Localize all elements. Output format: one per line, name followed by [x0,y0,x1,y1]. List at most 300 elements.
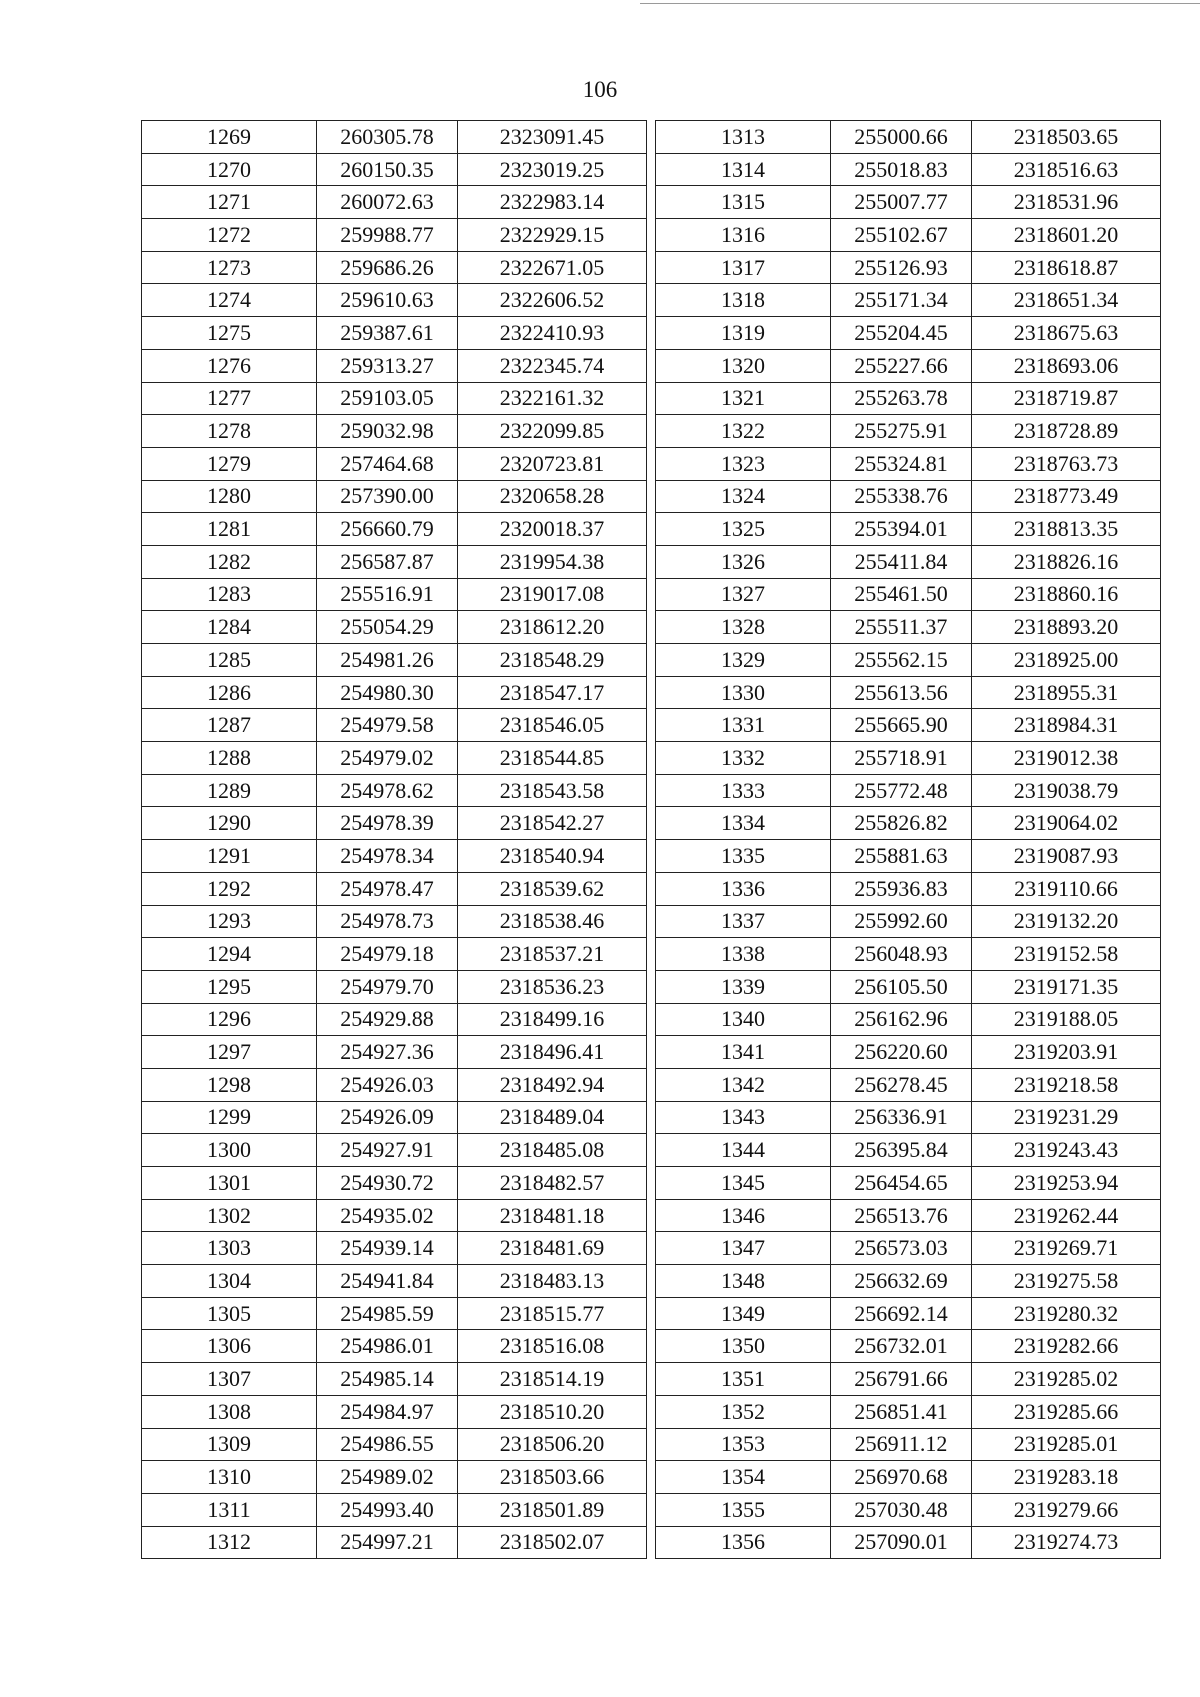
y-coordinate-cell: 2318492.94 [458,1068,647,1101]
y-coordinate-cell: 2319152.58 [972,938,1161,971]
x-coordinate-cell: 254939.14 [317,1232,458,1265]
x-coordinate-cell: 254981.26 [317,644,458,677]
table-row [656,1363,1161,1396]
point-number-cell: 1329 [656,644,831,677]
point-number-cell: 1334 [656,807,831,840]
table-row [656,1330,1161,1363]
point-number-cell: 1356 [656,1526,831,1559]
table-row [656,349,1161,382]
point-number-cell: 1310 [142,1461,317,1494]
point-number-cell: 1340 [656,1003,831,1036]
x-coordinate-cell: 254927.91 [317,1134,458,1167]
y-coordinate-cell: 2319188.05 [972,1003,1161,1036]
y-coordinate-cell: 2318502.07 [458,1526,647,1559]
x-coordinate-cell: 255613.56 [831,676,972,709]
table-row [656,578,1161,611]
point-number-cell: 1312 [142,1526,317,1559]
y-coordinate-cell: 2318773.49 [972,480,1161,513]
x-coordinate-cell: 256791.66 [831,1363,972,1396]
y-coordinate-cell: 2319285.66 [972,1395,1161,1428]
point-number-cell: 1301 [142,1167,317,1200]
table-row [142,578,647,611]
table-row [656,121,1161,154]
table-row [142,644,647,677]
y-coordinate-cell: 2318547.17 [458,676,647,709]
table-row [142,807,647,840]
x-coordinate-cell: 254997.21 [317,1526,458,1559]
table-row [656,1526,1161,1559]
y-coordinate-cell: 2318531.96 [972,186,1161,219]
table-row [656,1297,1161,1330]
table-row [142,905,647,938]
x-coordinate-cell: 255562.15 [831,644,972,677]
table-row [656,872,1161,905]
point-number-cell: 1300 [142,1134,317,1167]
coordinate-table-left [141,120,647,1559]
table-row [142,284,647,317]
table-row [656,970,1161,1003]
table-row [656,251,1161,284]
y-coordinate-cell: 2318693.06 [972,349,1161,382]
x-coordinate-cell: 257464.68 [317,447,458,480]
table-row [142,1428,647,1461]
table-row [656,186,1161,219]
x-coordinate-cell: 259032.98 [317,415,458,448]
y-coordinate-cell: 2323019.25 [458,153,647,186]
y-coordinate-cell: 2319038.79 [972,774,1161,807]
y-coordinate-cell: 2319282.66 [972,1330,1161,1363]
y-coordinate-cell: 2318537.21 [458,938,647,971]
x-coordinate-cell: 256660.79 [317,513,458,546]
point-number-cell: 1269 [142,121,317,154]
x-coordinate-cell: 254930.72 [317,1167,458,1200]
point-number-cell: 1314 [656,153,831,186]
table-row [142,938,647,971]
x-coordinate-cell: 256911.12 [831,1428,972,1461]
y-coordinate-cell: 2318544.85 [458,742,647,775]
point-number-cell: 1321 [656,382,831,415]
table-row [656,676,1161,709]
point-number-cell: 1285 [142,644,317,677]
table-row [142,1199,647,1232]
y-coordinate-cell: 2319253.94 [972,1167,1161,1200]
y-coordinate-cell: 2318826.16 [972,545,1161,578]
point-number-cell: 1273 [142,251,317,284]
y-coordinate-cell: 2323091.45 [458,121,647,154]
x-coordinate-cell: 255275.91 [831,415,972,448]
point-number-cell: 1286 [142,676,317,709]
x-coordinate-cell: 255000.66 [831,121,972,154]
x-coordinate-cell: 260072.63 [317,186,458,219]
table-row [142,317,647,350]
x-coordinate-cell: 256395.84 [831,1134,972,1167]
x-coordinate-cell: 255204.45 [831,317,972,350]
point-number-cell: 1313 [656,121,831,154]
point-number-cell: 1331 [656,709,831,742]
x-coordinate-cell: 256220.60 [831,1036,972,1069]
x-coordinate-cell: 254986.01 [317,1330,458,1363]
point-number-cell: 1349 [656,1297,831,1330]
table-row [656,774,1161,807]
table-row [656,1232,1161,1265]
table-row [142,1363,647,1396]
y-coordinate-cell: 2318813.35 [972,513,1161,546]
point-number-cell: 1317 [656,251,831,284]
table-row [142,774,647,807]
x-coordinate-cell: 254979.70 [317,970,458,1003]
y-coordinate-cell: 2318548.29 [458,644,647,677]
table-row [142,709,647,742]
point-number-cell: 1328 [656,611,831,644]
table-row [656,1395,1161,1428]
y-coordinate-cell: 2318510.20 [458,1395,647,1428]
table-row [142,480,647,513]
x-coordinate-cell: 254978.39 [317,807,458,840]
x-coordinate-cell: 254993.40 [317,1493,458,1526]
x-coordinate-cell: 254926.03 [317,1068,458,1101]
point-number-cell: 1277 [142,382,317,415]
table-row [142,349,647,382]
table-row [142,970,647,1003]
y-coordinate-cell: 2319274.73 [972,1526,1161,1559]
point-number-cell: 1355 [656,1493,831,1526]
table-row [656,1003,1161,1036]
table-row [142,742,647,775]
y-coordinate-cell: 2319285.02 [972,1363,1161,1396]
x-coordinate-cell: 254979.58 [317,709,458,742]
y-coordinate-cell: 2320723.81 [458,447,647,480]
x-coordinate-cell: 254979.18 [317,938,458,971]
x-coordinate-cell: 255992.60 [831,905,972,938]
x-coordinate-cell: 255394.01 [831,513,972,546]
table-row [142,1036,647,1069]
y-coordinate-cell: 2319110.66 [972,872,1161,905]
table-row [142,1297,647,1330]
x-coordinate-cell: 260150.35 [317,153,458,186]
y-coordinate-cell: 2318482.57 [458,1167,647,1200]
y-coordinate-cell: 2318984.31 [972,709,1161,742]
table-row [656,1199,1161,1232]
point-number-cell: 1281 [142,513,317,546]
table-row [142,1167,647,1200]
table-row [656,742,1161,775]
x-coordinate-cell: 255126.93 [831,251,972,284]
point-number-cell: 1342 [656,1068,831,1101]
y-coordinate-cell: 2322410.93 [458,317,647,350]
point-number-cell: 1304 [142,1265,317,1298]
table-row [142,447,647,480]
y-coordinate-cell: 2318501.89 [458,1493,647,1526]
table-row [656,1101,1161,1134]
table-row [142,251,647,284]
table-row [142,1330,647,1363]
x-coordinate-cell: 257390.00 [317,480,458,513]
y-coordinate-cell: 2318542.27 [458,807,647,840]
y-coordinate-cell: 2318515.77 [458,1297,647,1330]
table-row [142,1003,647,1036]
table-row [656,1167,1161,1200]
point-number-cell: 1270 [142,153,317,186]
point-number-cell: 1347 [656,1232,831,1265]
x-coordinate-cell: 254941.84 [317,1265,458,1298]
point-number-cell: 1282 [142,545,317,578]
y-coordinate-cell: 2318540.94 [458,840,647,873]
y-coordinate-cell: 2318651.34 [972,284,1161,317]
table-row [656,447,1161,480]
x-coordinate-cell: 256573.03 [831,1232,972,1265]
y-coordinate-cell: 2320658.28 [458,480,647,513]
y-coordinate-cell: 2318612.20 [458,611,647,644]
point-number-cell: 1309 [142,1428,317,1461]
y-coordinate-cell: 2318499.16 [458,1003,647,1036]
point-number-cell: 1288 [142,742,317,775]
x-coordinate-cell: 256162.96 [831,1003,972,1036]
y-coordinate-cell: 2319064.02 [972,807,1161,840]
x-coordinate-cell: 255018.83 [831,153,972,186]
point-number-cell: 1302 [142,1199,317,1232]
point-number-cell: 1294 [142,938,317,971]
table-row [656,1068,1161,1101]
point-number-cell: 1350 [656,1330,831,1363]
x-coordinate-cell: 256105.50 [831,970,972,1003]
x-coordinate-cell: 256851.41 [831,1395,972,1428]
table-row [142,1232,647,1265]
x-coordinate-cell: 255338.76 [831,480,972,513]
x-coordinate-cell: 257090.01 [831,1526,972,1559]
x-coordinate-cell: 255461.50 [831,578,972,611]
x-coordinate-cell: 257030.48 [831,1493,972,1526]
point-number-cell: 1292 [142,872,317,905]
x-coordinate-cell: 256513.76 [831,1199,972,1232]
table-row [656,415,1161,448]
y-coordinate-cell: 2320018.37 [458,513,647,546]
y-coordinate-cell: 2319012.38 [972,742,1161,775]
point-number-cell: 1305 [142,1297,317,1330]
x-coordinate-cell: 254926.09 [317,1101,458,1134]
y-coordinate-cell: 2319280.32 [972,1297,1161,1330]
point-number-cell: 1318 [656,284,831,317]
table-row [142,872,647,905]
x-coordinate-cell: 255881.63 [831,840,972,873]
point-number-cell: 1345 [656,1167,831,1200]
x-coordinate-cell: 256587.87 [317,545,458,578]
table-row [656,153,1161,186]
x-coordinate-cell: 255007.77 [831,186,972,219]
x-coordinate-cell: 255936.83 [831,872,972,905]
x-coordinate-cell: 255511.37 [831,611,972,644]
point-number-cell: 1354 [656,1461,831,1494]
y-coordinate-cell: 2319203.91 [972,1036,1161,1069]
x-coordinate-cell: 255324.81 [831,447,972,480]
table-row [142,1493,647,1526]
y-coordinate-cell: 2318675.63 [972,317,1161,350]
point-number-cell: 1341 [656,1036,831,1069]
x-coordinate-cell: 254935.02 [317,1199,458,1232]
table-row [656,905,1161,938]
point-number-cell: 1336 [656,872,831,905]
point-number-cell: 1287 [142,709,317,742]
x-coordinate-cell: 254979.02 [317,742,458,775]
table-row [142,1395,647,1428]
x-coordinate-cell: 256336.91 [831,1101,972,1134]
table-row [656,644,1161,677]
x-coordinate-cell: 255227.66 [831,349,972,382]
table-row [656,513,1161,546]
table-row [142,1461,647,1494]
table-row [142,611,647,644]
y-coordinate-cell: 2319275.58 [972,1265,1161,1298]
point-number-cell: 1278 [142,415,317,448]
y-coordinate-cell: 2318546.05 [458,709,647,742]
y-coordinate-cell: 2319087.93 [972,840,1161,873]
table-row [656,807,1161,840]
x-coordinate-cell: 259988.77 [317,219,458,252]
coordinate-table-body [656,121,1161,1559]
table-row [656,1428,1161,1461]
table-row [142,121,647,154]
y-coordinate-cell: 2318719.87 [972,382,1161,415]
y-coordinate-cell: 2318481.69 [458,1232,647,1265]
point-number-cell: 1353 [656,1428,831,1461]
x-coordinate-cell: 259610.63 [317,284,458,317]
table-row [656,840,1161,873]
point-number-cell: 1284 [142,611,317,644]
y-coordinate-cell: 2319231.29 [972,1101,1161,1134]
point-number-cell: 1343 [656,1101,831,1134]
point-number-cell: 1299 [142,1101,317,1134]
y-coordinate-cell: 2319243.43 [972,1134,1161,1167]
table-row [142,1265,647,1298]
x-coordinate-cell: 255263.78 [831,382,972,415]
x-coordinate-cell: 256732.01 [831,1330,972,1363]
point-number-cell: 1332 [656,742,831,775]
point-number-cell: 1325 [656,513,831,546]
point-number-cell: 1339 [656,970,831,1003]
point-number-cell: 1291 [142,840,317,873]
point-number-cell: 1290 [142,807,317,840]
y-coordinate-cell: 2319262.44 [972,1199,1161,1232]
point-number-cell: 1308 [142,1395,317,1428]
table-row [142,415,647,448]
y-coordinate-cell: 2322161.32 [458,382,647,415]
point-number-cell: 1351 [656,1363,831,1396]
point-number-cell: 1293 [142,905,317,938]
point-number-cell: 1319 [656,317,831,350]
x-coordinate-cell: 259686.26 [317,251,458,284]
table-row [142,676,647,709]
table-row [656,709,1161,742]
table-row [142,1526,647,1559]
x-coordinate-cell: 254989.02 [317,1461,458,1494]
x-coordinate-cell: 255171.34 [831,284,972,317]
table-row [656,611,1161,644]
point-number-cell: 1274 [142,284,317,317]
point-number-cell: 1352 [656,1395,831,1428]
y-coordinate-cell: 2318485.08 [458,1134,647,1167]
y-coordinate-cell: 2318618.87 [972,251,1161,284]
x-coordinate-cell: 254978.34 [317,840,458,873]
x-coordinate-cell: 259313.27 [317,349,458,382]
table-row [656,1036,1161,1069]
table-row [142,153,647,186]
y-coordinate-cell: 2318955.31 [972,676,1161,709]
table-row [142,513,647,546]
y-coordinate-cell: 2322983.14 [458,186,647,219]
y-coordinate-cell: 2318925.00 [972,644,1161,677]
point-number-cell: 1335 [656,840,831,873]
table-row [656,1134,1161,1167]
point-number-cell: 1338 [656,938,831,971]
table-row [656,545,1161,578]
point-number-cell: 1320 [656,349,831,382]
y-coordinate-cell: 2318728.89 [972,415,1161,448]
point-number-cell: 1297 [142,1036,317,1069]
table-row [142,840,647,873]
y-coordinate-cell: 2318516.08 [458,1330,647,1363]
table-row [142,382,647,415]
point-number-cell: 1311 [142,1493,317,1526]
point-number-cell: 1298 [142,1068,317,1101]
point-number-cell: 1323 [656,447,831,480]
y-coordinate-cell: 2319171.35 [972,970,1161,1003]
table-row [656,219,1161,252]
table-row [656,1461,1161,1494]
x-coordinate-cell: 259103.05 [317,382,458,415]
point-number-cell: 1272 [142,219,317,252]
y-coordinate-cell: 2318543.58 [458,774,647,807]
y-coordinate-cell: 2318601.20 [972,219,1161,252]
y-coordinate-cell: 2319954.38 [458,545,647,578]
point-number-cell: 1327 [656,578,831,611]
point-number-cell: 1275 [142,317,317,350]
y-coordinate-cell: 2318536.23 [458,970,647,1003]
x-coordinate-cell: 255102.67 [831,219,972,252]
page-number: 106 [582,77,618,102]
point-number-cell: 1279 [142,447,317,480]
x-coordinate-cell: 256970.68 [831,1461,972,1494]
y-coordinate-cell: 2318893.20 [972,611,1161,644]
point-number-cell: 1283 [142,578,317,611]
y-coordinate-cell: 2322606.52 [458,284,647,317]
y-coordinate-cell: 2318503.65 [972,121,1161,154]
y-coordinate-cell: 2318503.66 [458,1461,647,1494]
y-coordinate-cell: 2318763.73 [972,447,1161,480]
y-coordinate-cell: 2319283.18 [972,1461,1161,1494]
table-row [142,1068,647,1101]
x-coordinate-cell: 255718.91 [831,742,972,775]
x-coordinate-cell: 254927.36 [317,1036,458,1069]
y-coordinate-cell: 2319218.58 [972,1068,1161,1101]
point-number-cell: 1315 [656,186,831,219]
y-coordinate-cell: 2318514.19 [458,1363,647,1396]
x-coordinate-cell: 256692.14 [831,1297,972,1330]
table-row [656,1493,1161,1526]
table-row [656,317,1161,350]
point-number-cell: 1326 [656,545,831,578]
table-row [656,284,1161,317]
point-number-cell: 1337 [656,905,831,938]
point-number-cell: 1348 [656,1265,831,1298]
x-coordinate-cell: 254985.59 [317,1297,458,1330]
table-row [142,219,647,252]
x-coordinate-cell: 254985.14 [317,1363,458,1396]
table-row [656,480,1161,513]
x-coordinate-cell: 255826.82 [831,807,972,840]
y-coordinate-cell: 2322671.05 [458,251,647,284]
x-coordinate-cell: 256454.65 [831,1167,972,1200]
point-number-cell: 1280 [142,480,317,513]
x-coordinate-cell: 255054.29 [317,611,458,644]
